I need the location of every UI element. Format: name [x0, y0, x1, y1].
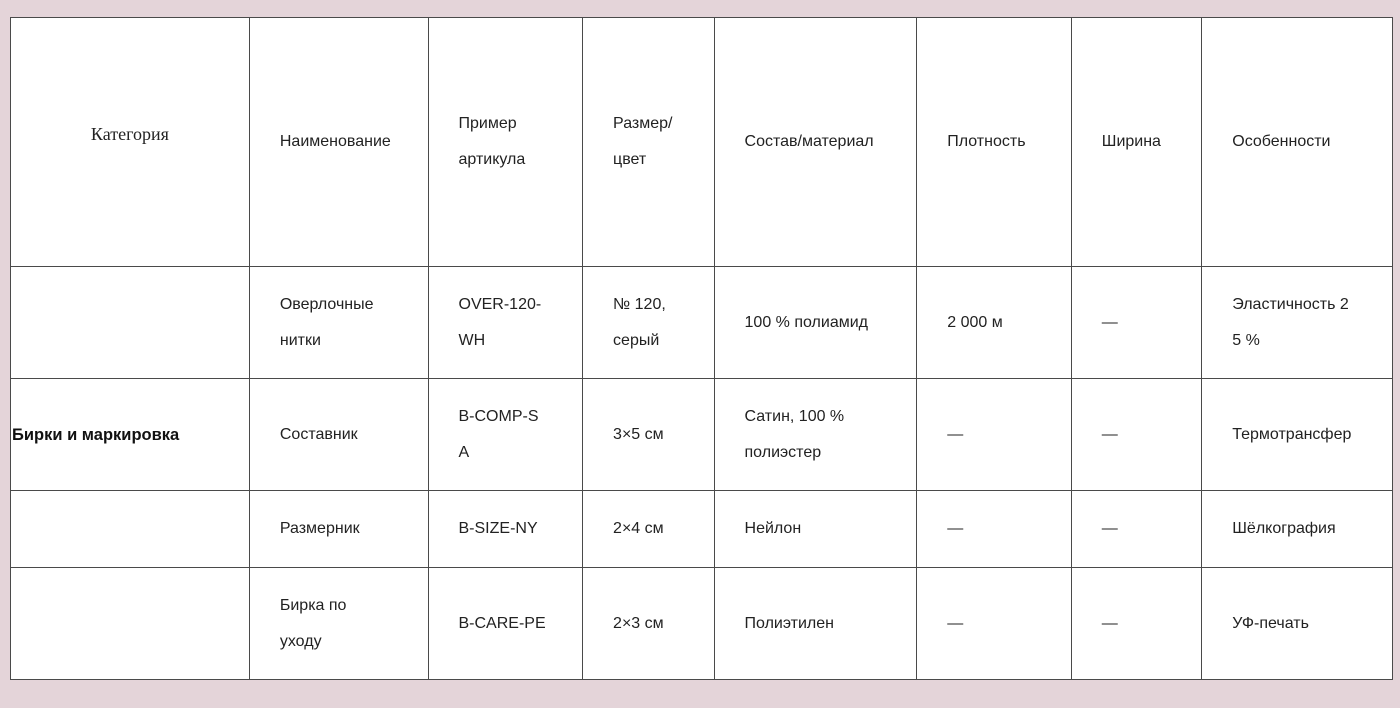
cell-density: 2 000 м [917, 267, 1072, 379]
cell-features: Термотрансфер [1202, 379, 1393, 491]
table-row [11, 267, 1393, 379]
cell-size: № 120, серый [583, 267, 714, 379]
header-composition: Состав/материал [714, 18, 917, 267]
cell-features: Эластичность 2 5 % [1202, 267, 1393, 379]
cell-name: Оверлочные нитки [249, 267, 428, 379]
cell-article: B-SIZE-NY [428, 491, 583, 568]
header-article: Пример артикула [428, 18, 583, 267]
materials-table [10, 17, 1393, 680]
header-name: Наименование [249, 18, 428, 267]
cell-width: — [1071, 491, 1201, 568]
cell-density: — [917, 491, 1072, 568]
table-row [11, 491, 1393, 568]
cell-width: — [1071, 267, 1201, 379]
cell-article: OVER-120- WH [428, 267, 583, 379]
cell-width: — [1071, 379, 1201, 491]
cell-density: — [917, 568, 1072, 680]
cell-size: 2×3 см [583, 568, 714, 680]
cell-composition: 100 % полиамид [714, 267, 917, 379]
table-row [11, 568, 1393, 680]
cell-width: — [1071, 568, 1201, 680]
cell-category: Бирки и маркировка [11, 379, 250, 491]
header-density: Плотность [917, 18, 1072, 267]
cell-name: Составник [249, 379, 428, 491]
cell-composition: Сатин, 100 % полиэстер [714, 379, 917, 491]
header-features: Особенности [1202, 18, 1393, 267]
header-size: Размер/ цвет [583, 18, 714, 267]
table-header-row [11, 18, 1393, 267]
cell-category [11, 267, 250, 379]
cell-features: Шёлкография [1202, 491, 1393, 568]
cell-composition: Нейлон [714, 491, 917, 568]
cell-composition: Полиэтилен [714, 568, 917, 680]
cell-article: B-CARE-PE [428, 568, 583, 680]
document-sheet [10, 17, 1393, 679]
cell-article: B-COMP-S A [428, 379, 583, 491]
table-row [11, 379, 1393, 491]
cell-size: 3×5 см [583, 379, 714, 491]
cell-name: Размерник [249, 491, 428, 568]
cell-category [11, 568, 250, 680]
cell-features: УФ-печать [1202, 568, 1393, 680]
header-category: Категория [11, 18, 250, 267]
cell-category [11, 491, 250, 568]
cell-density: — [917, 379, 1072, 491]
cell-name: Бирка по уходу [249, 568, 428, 680]
cell-size: 2×4 см [583, 491, 714, 568]
header-width: Ширина [1071, 18, 1201, 267]
